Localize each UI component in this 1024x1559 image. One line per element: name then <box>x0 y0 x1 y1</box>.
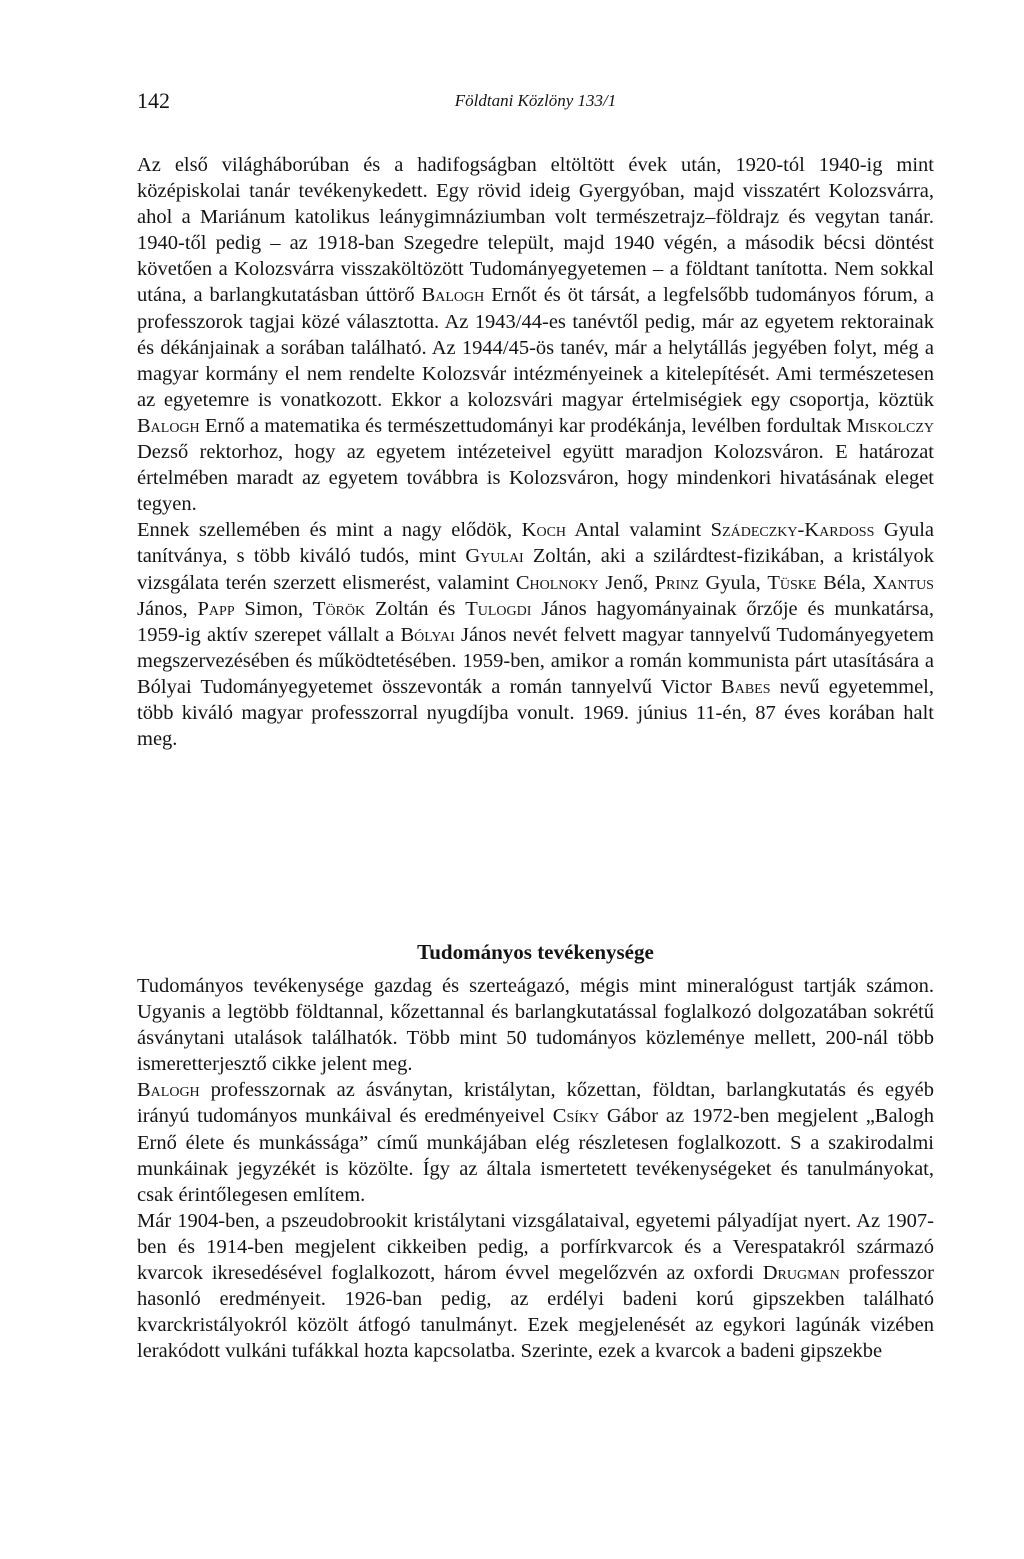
author-name: Csíky <box>552 1105 600 1128</box>
text-run: János hagyományainak őrzője és munkatársa, 1959-ig aktív szerepet vállalt a <box>137 597 934 646</box>
biography-section <box>137 152 934 752</box>
text-run: Gábor az 1972-ben megjelent „Balogh Ernő élete és munkássága” című munkájában elég részletesen foglalkozott. S a szakirodalmi munkáinak jegyzékét is közölte. Így az általa ismertetett tevékenységeket és tanulmányokat, csak érintőlegesen említem. <box>137 1105 935 1206</box>
author-name: Balogh <box>421 284 485 307</box>
text-run: János nevét felvett magyar tannyelvű Tudományegyetem megszervezésében és működtetésében. 1959-ben, amikor a román kommunista párt utasítására a Bólyai Tudományegyetemet összevonták a román tannyelvű Victor <box>137 623 934 698</box>
scientific-activity-section <box>137 973 934 1364</box>
paragraph <box>137 1208 934 1365</box>
text-run: Ernő a matematika és természettudományi kar prodékánja, levélben fordultak <box>199 414 847 437</box>
page-header <box>137 86 934 126</box>
text-run: Gyula, <box>698 571 768 594</box>
text-run: Béla, <box>816 571 873 594</box>
text-run: professzor hasonló eredményeit. 1926-ban pedig, az erdélyi badeni korú gipszekben található kvarckristályokról közölt átfogó tanulmányt. Ezek megjelenését az egykori lagúnák vizében lerakódott vulkáni tufákkal hozta kapcsolatba. Szerinte, ezek a kvarcok a badeni gipszekbe <box>137 1262 934 1363</box>
section-heading: Tudományos tevékenysége <box>417 940 654 964</box>
text-run: Zoltán, aki a szilárdtest-fizikában, a kristályok vizsgálata terén szerzett elismerést, valamint <box>137 545 934 594</box>
author-name: Gyulai <box>465 545 524 568</box>
author-name: Tulogdi <box>465 597 532 620</box>
text-run: Az első világháborúban és a hadifogságban eltöltött évek után, 1920-tól 1940-ig mint középiskolai tanár tevékenykedett. Egy rövid ideig Gyergyóban, majd visszatért Kolozsvárra, ahol a Mariánum katolikus leánygimnáziumban volt természetrajz–földrajz és vegytan tanár. 1940-től pedig – az 1918-ban Szegedre települt, majd 1940 végén, a második bécsi döntést követően a Kolozsvárra visszaköltözött Tudományegyetemen – a földtant tanította. Nem sokkal utána, a barlangkutatásban úttörő <box>137 154 934 307</box>
author-name: Balogh <box>137 1079 200 1102</box>
author-name: Papp <box>197 597 235 620</box>
author-name: Bólyai <box>400 623 455 646</box>
author-name: Miskolczy <box>846 414 934 437</box>
text-run: nevű egyetemmel, több kiváló magyar professzorral nyugdíjba vonult. 1969. június 11-én, 87 éves korában halt meg. <box>137 675 934 751</box>
author-name: Tüske <box>767 571 817 594</box>
author-name: Drugman <box>762 1262 840 1285</box>
author-name: Koch <box>521 519 567 542</box>
paragraph <box>137 517 934 752</box>
text-run: Antal valamint <box>566 519 711 542</box>
text-run: Gyula tanítványa, s több kiváló tudós, mint <box>137 519 934 568</box>
paragraph <box>137 152 934 517</box>
text-run: Jenő, <box>598 571 655 594</box>
author-name: Török <box>312 597 366 620</box>
text-run: Tudományos tevékenysége gazdag és szerteágazó, mégis mint mineralógust tartják számon. Ugyanis a legtöbb földtannal, kőzettannal és barlangkutatással foglalkozó dolgozatában sokrétű ásványtani utalások találhatók. Több mint 50 tudományos közleménye mellett, 200-nál több ismeretterjesztő cikke jelent meg. <box>137 975 934 1076</box>
author-name: Prinz <box>654 571 699 594</box>
journal-title: Földtani Közlöny 133/1 <box>454 91 617 110</box>
text-run: Simon, <box>234 597 313 620</box>
author-name: Xantus <box>872 571 934 594</box>
text-run: Ernőt és öt társát, a legfelsőbb tudományos fórum, a professzorok tagjai közé választotta. Az 1943/44-es tanévtől pedig, már az egyetem rektorainak és dékánjainak a sorában található. Az 1944/45-ös tanév, már a helytállás jegyében folyt, még a magyar kormány el nem rendelte Kolozsvár intézményeinek a kitelepítését. Ami természetesen az egyetemre is vonatkozott. Ekkor a kolozsvári magyar értelmiségiek egy csoportja, köztük <box>137 284 934 411</box>
text-run: János, <box>137 597 198 620</box>
page-number: 142 <box>137 88 170 113</box>
paragraph <box>137 973 934 1077</box>
text-run: professzornak az ásványtan, kristálytan, kőzettan, földtan, barlangkutatás és egyéb irányú tudományos munkáival és eredményeivel <box>137 1079 934 1128</box>
text-run: Ennek szellemében és mint a nagy elődök, <box>137 519 522 542</box>
paragraph <box>137 1077 934 1207</box>
text-run: Zoltán és <box>365 597 466 620</box>
author-name: Cholnoky <box>515 571 599 594</box>
text-run: Dezső rektorhoz, hogy az egyetem intézeteivel együtt maradjon Kolozsváron. E határozat értelmében maradt az egyetem továbbra is Kolozsváron, hogy mindenkori hivatásának eleget tegyen. <box>137 441 934 516</box>
author-name: Szádeczky-Kardoss <box>710 519 875 542</box>
author-name: Balogh <box>137 414 200 437</box>
text-run: Már 1904-ben, a pszeudobrookit kristálytani vizsgálataival, egyetemi pályadíjat nyert. Az 1907-ben és 1914-ben megjelent cikkeiben pedig, a porfírkvarcok és a Verespatakról származó kvarcok ikresedésével foglalkozott, három évvel megelőzvén az oxfordi <box>137 1209 934 1285</box>
author-name: Babes <box>721 675 771 698</box>
